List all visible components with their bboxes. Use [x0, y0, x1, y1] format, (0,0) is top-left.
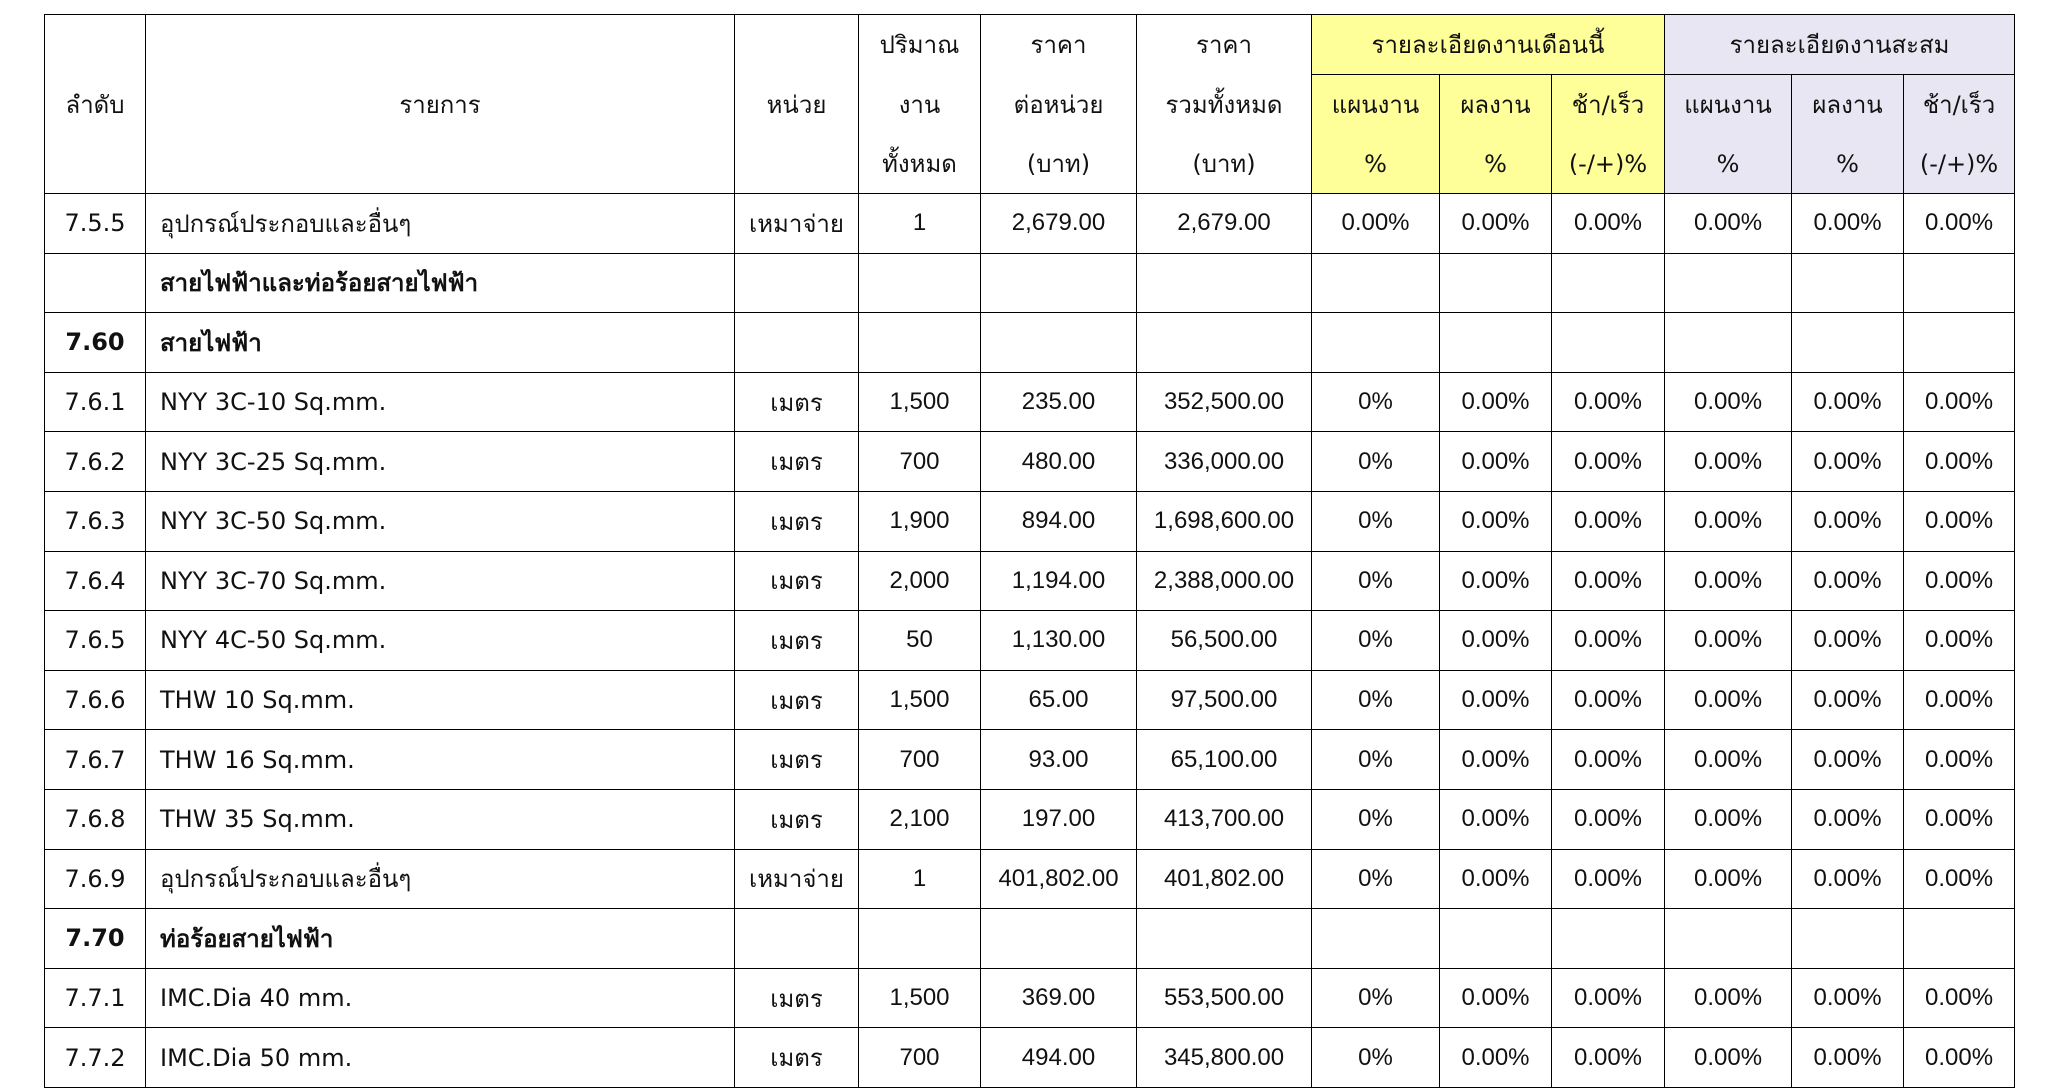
cell-item: อุปกรณ์ประกอบและอื่นๆ	[146, 194, 735, 254]
cell-month-diff: 0.00%	[1552, 968, 1665, 1028]
cell-month-diff: 0.00%	[1552, 789, 1665, 849]
cell-unit	[735, 253, 859, 313]
cell-total: 352,500.00	[1137, 372, 1312, 432]
cell-unit: เมตร	[735, 789, 859, 849]
cell-item: สายไฟฟ้า	[146, 313, 735, 373]
cell-month-result: 0.00%	[1440, 968, 1552, 1028]
cell-cum-plan: 0.00%	[1665, 611, 1792, 671]
cell-unit: เมตร	[735, 1028, 859, 1088]
cell-no: 7.6.3	[45, 491, 146, 551]
cell-item: อุปกรณ์ประกอบและอื่นๆ	[146, 849, 735, 909]
progress-table	[44, 14, 2015, 1088]
cell-total	[1137, 909, 1312, 969]
cell-unit-price: 480.00	[981, 432, 1137, 492]
table-row	[45, 551, 2015, 611]
cell-unit: เหมาจ่าย	[735, 194, 859, 254]
cell-total	[1137, 313, 1312, 373]
cell-no: 7.7.1	[45, 968, 146, 1028]
table-row	[45, 1028, 2015, 1088]
cell-cum-result	[1792, 909, 1904, 969]
table-row	[45, 253, 2015, 313]
cell-unit-price: 65.00	[981, 670, 1137, 730]
header-unit: หน่วย	[735, 15, 859, 194]
cell-month-plan: 0.00%	[1312, 194, 1440, 254]
table-header	[45, 15, 2015, 194]
cell-qty: 2,100	[859, 789, 981, 849]
cell-month-result: 0.00%	[1440, 1028, 1552, 1088]
table-row	[45, 909, 2015, 969]
cell-qty	[859, 253, 981, 313]
header-cum-plan: แผนงาน	[1665, 75, 1792, 135]
cell-cum-plan: 0.00%	[1665, 1028, 1792, 1088]
cell-cum-diff: 0.00%	[1904, 789, 2015, 849]
cell-month-diff: 0.00%	[1552, 670, 1665, 730]
table-row	[45, 849, 2015, 909]
cell-item: สายไฟฟ้าและท่อร้อยสายไฟฟ้า	[146, 253, 735, 313]
cell-unit: เหมาจ่าย	[735, 849, 859, 909]
cell-cum-result: 0.00%	[1792, 611, 1904, 671]
header-no: ลำดับ	[45, 15, 146, 194]
cell-month-plan: 0%	[1312, 730, 1440, 790]
cell-month-result: 0.00%	[1440, 670, 1552, 730]
table-body	[45, 194, 2015, 1088]
cell-cum-diff: 0.00%	[1904, 849, 2015, 909]
cell-unit: เมตร	[735, 432, 859, 492]
cell-month-result: 0.00%	[1440, 849, 1552, 909]
cell-unit-price: 2,679.00	[981, 194, 1137, 254]
cell-month-result: 0.00%	[1440, 551, 1552, 611]
cell-month-diff	[1552, 909, 1665, 969]
header-total-line1: ราคา	[1137, 15, 1312, 75]
cell-qty	[859, 909, 981, 969]
cell-no: 7.6.6	[45, 670, 146, 730]
cell-item: THW 10 Sq.mm.	[146, 670, 735, 730]
cell-month-diff: 0.00%	[1552, 551, 1665, 611]
cell-month-result: 0.00%	[1440, 611, 1552, 671]
cell-cum-result: 0.00%	[1792, 968, 1904, 1028]
cell-unit: เมตร	[735, 551, 859, 611]
table-row	[45, 611, 2015, 671]
cell-cum-plan: 0.00%	[1665, 432, 1792, 492]
cell-month-plan: 0%	[1312, 789, 1440, 849]
cell-cum-result: 0.00%	[1792, 194, 1904, 254]
cell-item: ท่อร้อยสายไฟฟ้า	[146, 909, 735, 969]
cell-cum-diff: 0.00%	[1904, 372, 2015, 432]
cell-total: 56,500.00	[1137, 611, 1312, 671]
cell-unit-price	[981, 253, 1137, 313]
cell-month-result: 0.00%	[1440, 194, 1552, 254]
cell-qty: 50	[859, 611, 981, 671]
header-cum-result: ผลงาน	[1792, 75, 1904, 135]
cell-unit-price	[981, 909, 1137, 969]
cell-unit-price: 1,194.00	[981, 551, 1137, 611]
cell-item: THW 16 Sq.mm.	[146, 730, 735, 790]
header-cum-diff-unit: (-/+)%	[1904, 134, 2015, 194]
cell-month-plan	[1312, 253, 1440, 313]
cell-cum-diff: 0.00%	[1904, 1028, 2015, 1088]
cell-unit	[735, 909, 859, 969]
cell-qty: 1	[859, 849, 981, 909]
cell-cum-result: 0.00%	[1792, 491, 1904, 551]
cell-unit-price: 401,802.00	[981, 849, 1137, 909]
header-qty-line1: ปริมาณ	[859, 15, 981, 75]
cell-month-result	[1440, 313, 1552, 373]
cell-month-plan: 0%	[1312, 432, 1440, 492]
cell-month-plan: 0%	[1312, 849, 1440, 909]
cell-total: 2,679.00	[1137, 194, 1312, 254]
cell-cum-diff: 0.00%	[1904, 968, 2015, 1028]
header-unit-price-line2: ต่อหน่วย	[981, 75, 1137, 135]
table-row	[45, 372, 2015, 432]
cell-no: 7.5.5	[45, 194, 146, 254]
header-cum-diff: ช้า/เร็ว	[1904, 75, 2015, 135]
header-group-cumulative: รายละเอียดงานสะสม	[1665, 15, 2015, 75]
cell-cum-result: 0.00%	[1792, 789, 1904, 849]
header-unit-price-line1: ราคา	[981, 15, 1137, 75]
cell-unit-price	[981, 313, 1137, 373]
cell-unit-price: 894.00	[981, 491, 1137, 551]
cell-unit-price: 1,130.00	[981, 611, 1137, 671]
cell-month-plan: 0%	[1312, 551, 1440, 611]
cell-cum-diff: 0.00%	[1904, 730, 2015, 790]
cell-unit: เมตร	[735, 491, 859, 551]
cell-month-result: 0.00%	[1440, 491, 1552, 551]
cell-cum-plan	[1665, 253, 1792, 313]
cell-cum-diff: 0.00%	[1904, 611, 2015, 671]
header-qty-line3: ทั้งหมด	[859, 134, 981, 194]
cell-unit: เมตร	[735, 670, 859, 730]
table-row	[45, 968, 2015, 1028]
cell-cum-diff: 0.00%	[1904, 491, 2015, 551]
cell-unit-price: 369.00	[981, 968, 1137, 1028]
cell-cum-result: 0.00%	[1792, 432, 1904, 492]
cell-cum-result: 0.00%	[1792, 372, 1904, 432]
table-row	[45, 432, 2015, 492]
cell-qty: 2,000	[859, 551, 981, 611]
cell-total: 1,698,600.00	[1137, 491, 1312, 551]
table-row	[45, 730, 2015, 790]
header-total-line3: (บาท)	[1137, 134, 1312, 194]
header-month-diff: ช้า/เร็ว	[1552, 75, 1665, 135]
cell-total: 97,500.00	[1137, 670, 1312, 730]
cell-total: 401,802.00	[1137, 849, 1312, 909]
cell-month-result: 0.00%	[1440, 730, 1552, 790]
cell-cum-plan	[1665, 909, 1792, 969]
cell-no	[45, 253, 146, 313]
cell-month-plan: 0%	[1312, 670, 1440, 730]
cell-cum-result: 0.00%	[1792, 849, 1904, 909]
cell-month-result: 0.00%	[1440, 432, 1552, 492]
header-cum-plan-unit: %	[1665, 134, 1792, 194]
cell-month-diff: 0.00%	[1552, 491, 1665, 551]
cell-cum-result	[1792, 253, 1904, 313]
cell-month-result	[1440, 253, 1552, 313]
cell-month-diff: 0.00%	[1552, 194, 1665, 254]
cell-cum-diff: 0.00%	[1904, 551, 2015, 611]
cell-total: 345,800.00	[1137, 1028, 1312, 1088]
header-month-result-unit: %	[1440, 134, 1552, 194]
cell-month-diff: 0.00%	[1552, 1028, 1665, 1088]
cell-month-plan	[1312, 313, 1440, 373]
cell-no: 7.6.8	[45, 789, 146, 849]
cell-unit-price: 235.00	[981, 372, 1137, 432]
header-month-plan-unit: %	[1312, 134, 1440, 194]
cell-item: NYY 3C-50 Sq.mm.	[146, 491, 735, 551]
cell-cum-plan: 0.00%	[1665, 372, 1792, 432]
table-row	[45, 313, 2015, 373]
cell-total	[1137, 253, 1312, 313]
header-month-result: ผลงาน	[1440, 75, 1552, 135]
cell-unit: เมตร	[735, 730, 859, 790]
cell-month-diff: 0.00%	[1552, 849, 1665, 909]
cell-month-diff	[1552, 313, 1665, 373]
cell-cum-diff: 0.00%	[1904, 432, 2015, 492]
cell-total: 65,100.00	[1137, 730, 1312, 790]
cell-item: IMC.Dia 50 mm.	[146, 1028, 735, 1088]
cell-month-diff	[1552, 253, 1665, 313]
cell-item: NYY 3C-10 Sq.mm.	[146, 372, 735, 432]
header-item: รายการ	[146, 15, 735, 194]
cell-unit: เมตร	[735, 968, 859, 1028]
table-row	[45, 194, 2015, 254]
header-month-plan: แผนงาน	[1312, 75, 1440, 135]
header-group-month: รายละเอียดงานเดือนนี้	[1312, 15, 1665, 75]
cell-cum-result: 0.00%	[1792, 670, 1904, 730]
table-row	[45, 789, 2015, 849]
cell-cum-plan: 0.00%	[1665, 730, 1792, 790]
cell-cum-diff: 0.00%	[1904, 670, 2015, 730]
cell-item: THW 35 Sq.mm.	[146, 789, 735, 849]
cell-month-plan: 0%	[1312, 968, 1440, 1028]
cell-item: IMC.Dia 40 mm.	[146, 968, 735, 1028]
cell-no: 7.6.5	[45, 611, 146, 671]
cell-cum-plan: 0.00%	[1665, 491, 1792, 551]
cell-month-diff: 0.00%	[1552, 372, 1665, 432]
cell-no: 7.60	[45, 313, 146, 373]
table-row	[45, 491, 2015, 551]
cell-qty: 700	[859, 1028, 981, 1088]
cell-month-plan	[1312, 909, 1440, 969]
cell-no: 7.7.2	[45, 1028, 146, 1088]
cell-total: 336,000.00	[1137, 432, 1312, 492]
cell-cum-diff	[1904, 909, 2015, 969]
cell-no: 7.6.9	[45, 849, 146, 909]
cell-month-plan: 0%	[1312, 611, 1440, 671]
header-qty-line2: งาน	[859, 75, 981, 135]
cell-month-result: 0.00%	[1440, 372, 1552, 432]
cell-month-plan: 0%	[1312, 1028, 1440, 1088]
cell-cum-plan	[1665, 313, 1792, 373]
cell-unit: เมตร	[735, 611, 859, 671]
cell-qty: 1	[859, 194, 981, 254]
cell-cum-result: 0.00%	[1792, 551, 1904, 611]
header-total-line2: รวมทั้งหมด	[1137, 75, 1312, 135]
cell-month-diff: 0.00%	[1552, 432, 1665, 492]
cell-qty: 1,500	[859, 670, 981, 730]
cell-cum-plan: 0.00%	[1665, 670, 1792, 730]
cell-unit	[735, 313, 859, 373]
progress-table-sheet	[44, 14, 2014, 1088]
cell-no: 7.6.1	[45, 372, 146, 432]
cell-unit-price: 494.00	[981, 1028, 1137, 1088]
cell-item: NYY 3C-70 Sq.mm.	[146, 551, 735, 611]
cell-cum-result: 0.00%	[1792, 1028, 1904, 1088]
cell-unit-price: 197.00	[981, 789, 1137, 849]
cell-qty: 1,900	[859, 491, 981, 551]
cell-no: 7.6.4	[45, 551, 146, 611]
cell-cum-diff: 0.00%	[1904, 194, 2015, 254]
cell-month-plan: 0%	[1312, 372, 1440, 432]
cell-month-plan: 0%	[1312, 491, 1440, 551]
header-cum-result-unit: %	[1792, 134, 1904, 194]
cell-cum-result	[1792, 313, 1904, 373]
cell-unit: เมตร	[735, 372, 859, 432]
cell-item: NYY 3C-25 Sq.mm.	[146, 432, 735, 492]
cell-cum-plan: 0.00%	[1665, 849, 1792, 909]
cell-month-result: 0.00%	[1440, 789, 1552, 849]
cell-qty: 1,500	[859, 372, 981, 432]
table-row	[45, 670, 2015, 730]
cell-cum-plan: 0.00%	[1665, 551, 1792, 611]
cell-no: 7.6.2	[45, 432, 146, 492]
cell-qty: 1,500	[859, 968, 981, 1028]
header-month-diff-unit: (-/+)%	[1552, 134, 1665, 194]
header-unit-price-line3: (บาท)	[981, 134, 1137, 194]
cell-no: 7.70	[45, 909, 146, 969]
cell-qty: 700	[859, 432, 981, 492]
cell-cum-diff	[1904, 253, 2015, 313]
cell-cum-plan: 0.00%	[1665, 789, 1792, 849]
cell-item: NYY 4C-50 Sq.mm.	[146, 611, 735, 671]
cell-no: 7.6.7	[45, 730, 146, 790]
cell-unit-price: 93.00	[981, 730, 1137, 790]
cell-total: 2,388,000.00	[1137, 551, 1312, 611]
cell-cum-result: 0.00%	[1792, 730, 1904, 790]
cell-qty	[859, 313, 981, 373]
cell-cum-diff	[1904, 313, 2015, 373]
cell-month-diff: 0.00%	[1552, 611, 1665, 671]
cell-cum-plan: 0.00%	[1665, 194, 1792, 254]
cell-month-result	[1440, 909, 1552, 969]
cell-total: 413,700.00	[1137, 789, 1312, 849]
cell-qty: 700	[859, 730, 981, 790]
cell-month-diff: 0.00%	[1552, 730, 1665, 790]
cell-cum-plan: 0.00%	[1665, 968, 1792, 1028]
cell-total: 553,500.00	[1137, 968, 1312, 1028]
